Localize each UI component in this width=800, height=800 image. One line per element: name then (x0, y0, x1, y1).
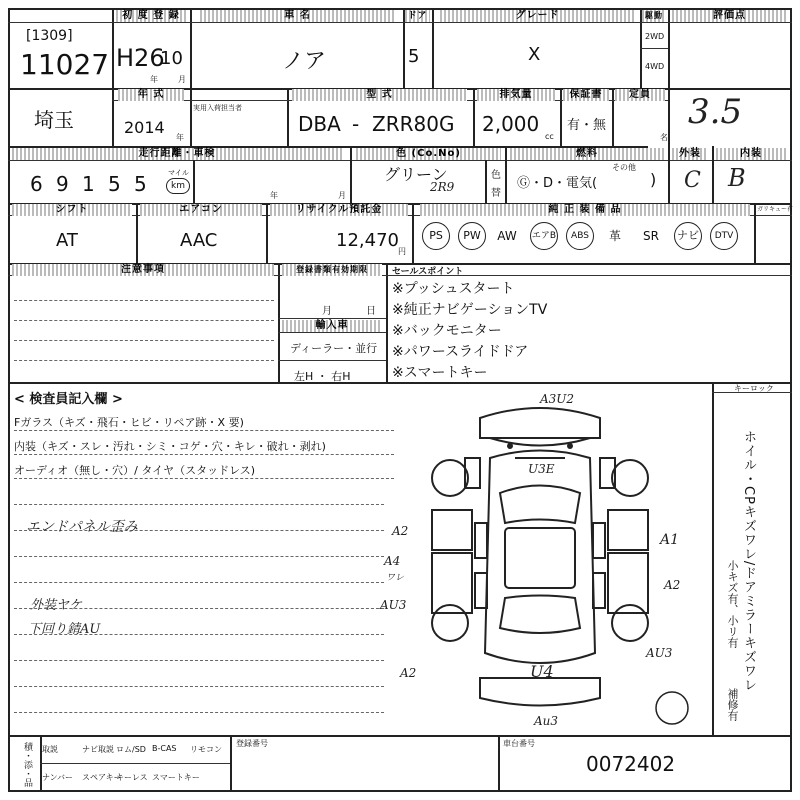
mark-front-top: A3U2 (540, 392, 575, 406)
equipment-badge: PW (458, 222, 486, 250)
reg-month: 10 (160, 48, 183, 69)
reg-era-year: H26 (116, 44, 165, 72)
div (498, 735, 500, 792)
inspect-month: 月 (338, 191, 346, 200)
import-header: 輸入車 (282, 320, 382, 332)
mark-left-a4-crack: ワレ (386, 573, 405, 583)
color-header: 色 (Co.No) (356, 148, 501, 160)
frame-right (790, 8, 792, 792)
note-line (14, 360, 274, 361)
disp-header: 排気量 (477, 89, 555, 101)
chassis-number: 0072402 (586, 752, 676, 776)
keylock-header: キーロック (734, 384, 774, 393)
color-change-bottom: 替 (491, 188, 501, 199)
mileage-digit: 5 (134, 172, 147, 196)
exterior-grade: C (684, 168, 701, 193)
mark-rear-u4: U4 (530, 662, 554, 681)
wheel-mirror-note: ホイル・CPキズワレ/ドアミラーキズワレ (741, 430, 756, 693)
note-exterior: 外装ヤケ (30, 598, 83, 613)
score-value: 3.5 (688, 92, 743, 132)
div (278, 360, 386, 361)
month-unit: 月 (178, 75, 186, 84)
div (668, 8, 670, 146)
prefecture: 埼玉 (34, 108, 74, 132)
hdr-line (8, 160, 792, 161)
car-name: ノア (282, 49, 327, 74)
reg-date-header: 初 度 登 録 (116, 10, 186, 22)
note-end-panel: エンドパネル歪み (26, 519, 138, 535)
accessory-item: キーレス (116, 773, 148, 782)
repair-note: 補修有 (726, 688, 739, 721)
fuel-options: Ⓖ・D・電気( (517, 176, 598, 191)
mark-right-a1: A1 (660, 532, 680, 548)
accessory-item: 取説 (42, 745, 58, 754)
equipment-badge: DTV (710, 222, 738, 250)
sales-point: ※パワースライドドア (392, 344, 529, 360)
insp-line (14, 712, 384, 713)
interior-grade: B (728, 164, 746, 192)
mark-bottom: Au3 (534, 714, 559, 728)
accessory-item: スマートキー (152, 773, 200, 782)
type-header: 型 式 (292, 89, 467, 101)
mileage-digit: 9 (56, 172, 69, 196)
div (190, 88, 192, 146)
recycle-header: リサイクル預託金 (270, 204, 408, 216)
sales-header: セールスポイント (392, 267, 464, 277)
seats-header: 定員 (615, 89, 665, 101)
door-header: ドア (405, 10, 430, 22)
expiry-day-label: 日 (366, 306, 376, 317)
div (712, 382, 714, 735)
mark-right-au3: AU3 (646, 646, 673, 660)
doc-expiry-header: 登録書類有効期限 (282, 264, 382, 276)
warranty-header: 保証書 (563, 89, 609, 101)
div (136, 203, 138, 263)
insp-line (14, 430, 394, 431)
interior-header: 内装 (716, 148, 786, 160)
score-header: 評価点 (672, 10, 787, 22)
div (278, 318, 386, 319)
accessory-item: ナンバー (42, 773, 74, 782)
note-line (14, 340, 274, 341)
color-name: グリーン (384, 165, 448, 184)
insp-line (14, 686, 384, 687)
note-underbody: 下回り錆AU (28, 622, 101, 637)
glass-line: Fガラス（キズ・飛石・ヒビ・リペア跡・X 要) (14, 416, 244, 429)
drive-header: 駆動 (642, 10, 666, 22)
air-conditioner: AAC (180, 230, 218, 251)
sales-point: ※プッシュスタート (392, 281, 515, 297)
equip-header: 純 正 装 備 品 (420, 204, 750, 216)
unit-km: km (166, 178, 190, 194)
note-line (14, 300, 274, 301)
transmission: AT (56, 230, 78, 251)
frame-bottom (8, 790, 792, 792)
mileage-digit: 5 (108, 172, 121, 196)
audio-tire-line: オーディオ（無し・穴）/ タイヤ（スタッドレス) (14, 464, 256, 477)
model-year: 2014 (124, 118, 165, 137)
div (612, 88, 614, 146)
mark-left-a2: A2 (392, 524, 409, 538)
div (266, 203, 268, 263)
accessory-item: スペアキー (82, 773, 122, 782)
disp-unit: cc (545, 132, 554, 141)
mileage-digit: 6 (30, 172, 43, 196)
inspection-title: < 検査員記入欄 > (14, 392, 123, 407)
accessory-item: ナビ取説 (82, 745, 114, 754)
minor-scratch-note: 小キズ有、小リ有 (726, 560, 739, 648)
equipment-badge: PS (422, 222, 450, 250)
div (287, 88, 289, 146)
equipment-badge: エアB (530, 222, 558, 250)
div (40, 763, 230, 764)
mark-left-au3: AU3 (380, 598, 407, 612)
grade-header: グレード (440, 10, 635, 22)
accessory-item: B-CAS (152, 744, 177, 753)
car-name-header: 車 名 (200, 10, 395, 22)
mileage-digit: 1 (82, 172, 95, 196)
lot-label: [1309] (26, 28, 73, 44)
div (112, 8, 114, 88)
div (386, 263, 388, 382)
mark-roof: U3E (528, 462, 555, 476)
insp-line (14, 556, 384, 557)
div (230, 735, 232, 792)
div (560, 88, 562, 146)
insp-line (14, 504, 384, 505)
displacement: 2,000 (482, 112, 540, 136)
sales-point: ※バックモニター (392, 323, 502, 339)
model-year-unit: 年 (176, 133, 184, 142)
color-change-top: 色 (491, 170, 501, 181)
equipment-badge: ナビ (674, 222, 702, 250)
fuel-other: その他 (612, 163, 636, 172)
dealer-parallel: ディーラー・並行 (290, 342, 378, 355)
equipment-badge: ABS (566, 222, 594, 250)
reg-number-header: 登録番号 (236, 739, 268, 748)
insp-line (14, 582, 384, 583)
chassis-header: 車台番号 (503, 739, 535, 748)
inspect-year: 年 (270, 191, 278, 200)
div (485, 160, 487, 203)
empty-circle-mark (652, 688, 692, 728)
fuel-close: ) (650, 170, 657, 189)
equipment-badge: SR (643, 229, 659, 243)
accessory-item: リモコン (190, 745, 222, 754)
equipment-badge: 革 (608, 229, 621, 243)
type-dash: - (352, 112, 360, 136)
insp-line (14, 478, 394, 479)
type-prefix: DBA (298, 112, 341, 136)
expiry-month-label: 月 (322, 306, 332, 317)
mileage-header: 走行距離・車検 (12, 148, 342, 160)
div (278, 332, 386, 333)
drive-4wd: 4WD (645, 62, 665, 71)
drive-2wd: 2WD (645, 32, 665, 41)
drive-div (640, 48, 668, 49)
div (193, 160, 195, 203)
div (432, 8, 434, 88)
notes-header: 注意事項 (12, 264, 274, 276)
trans-header: シフト (12, 204, 132, 216)
div (668, 146, 670, 203)
row-divider-6 (8, 735, 792, 737)
div (278, 263, 280, 382)
div (754, 203, 756, 263)
fuel-header: 燃料 (510, 148, 664, 160)
key-header: ガリキュー有 (757, 206, 794, 213)
sales-point: ※純正ナビゲーションTV (392, 302, 548, 318)
lot-number: 11027 (20, 48, 110, 81)
seats-unit: 名 (660, 133, 668, 142)
recycle-unit: 円 (398, 247, 406, 256)
div (712, 146, 714, 203)
frame-left (8, 8, 10, 792)
mark-left-a4: A4 (384, 554, 401, 568)
div (473, 88, 475, 146)
equipment-badge: AW (497, 229, 517, 243)
div (350, 146, 352, 203)
grade-value: X (528, 44, 541, 65)
div (505, 146, 507, 203)
sales-point: ※スマートキー (392, 365, 488, 381)
row-divider-5 (8, 382, 792, 384)
insp-line (14, 454, 394, 455)
type-code: ZRR80G (372, 112, 455, 136)
year-unit: 年 (150, 75, 158, 84)
exterior-header: 外装 (672, 148, 708, 160)
interior-line: 内装（キズ・スレ・汚れ・シミ・コゲ・穴・キレ・破れ・剥れ) (14, 440, 326, 453)
div (190, 8, 192, 88)
div (112, 88, 114, 146)
year-header: 年 式 (118, 89, 184, 101)
unit-mile: マイル (168, 169, 189, 177)
color-code: 2R9 (430, 180, 455, 194)
accessories-label: 積・添・品 (22, 742, 32, 787)
recycle-fee: 12,470 (336, 230, 399, 251)
div (412, 203, 414, 263)
door-count: 5 (408, 46, 420, 67)
ac-header: エアコン (140, 204, 262, 216)
model-note: 実用入荷担当者 (193, 104, 242, 112)
insp-line (14, 660, 384, 661)
mark-right-a2: A2 (664, 578, 681, 592)
hdr-line (8, 22, 792, 23)
mark-rear-a2: A2 (400, 666, 417, 680)
warranty-value: 有・無 (567, 118, 607, 133)
steering-side: 左H ・ 右H (294, 370, 351, 383)
note-line (14, 320, 274, 321)
accessory-item: ロム/SD (116, 745, 146, 754)
